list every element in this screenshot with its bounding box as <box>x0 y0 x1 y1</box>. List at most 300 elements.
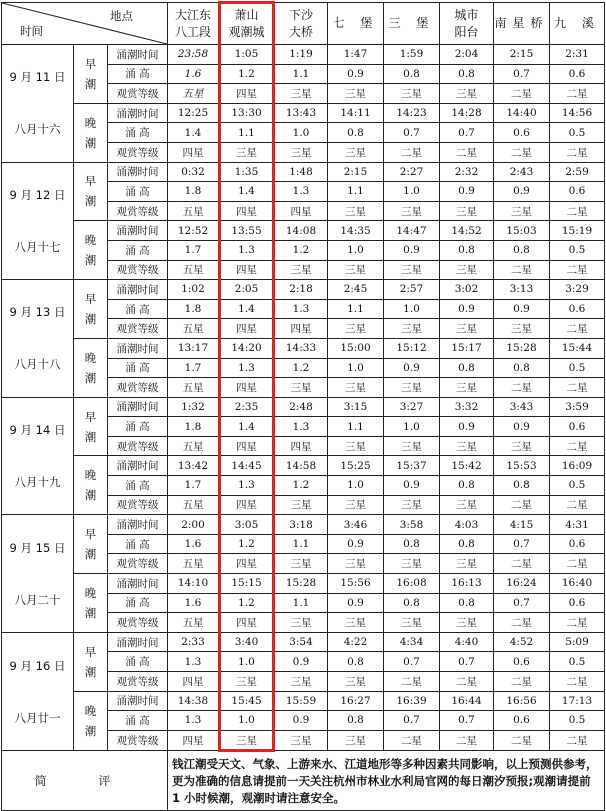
tide-height-cell: 1.6 <box>168 534 220 554</box>
tide-phase-char: 晚 <box>84 115 97 130</box>
tide-time-row-label: 涌潮时间 <box>108 338 168 358</box>
tide-time-cell: 14:47 <box>384 221 440 241</box>
viewing-grade-cell: 二星 <box>494 142 550 162</box>
tide-height-cell: 0.8 <box>328 652 384 672</box>
viewing-grade-cell: 三星 <box>328 495 384 515</box>
tide-time-cell: 2:45 <box>328 280 384 300</box>
tide-time-cell: 3:13 <box>494 280 550 300</box>
time-axis-label: 时间 <box>20 24 43 38</box>
tide-height-cell: 1.3 <box>168 711 220 731</box>
viewing-grade-cell: 三星 <box>440 84 494 104</box>
tide-height-row-label: 涌 高 <box>108 417 168 437</box>
table-row <box>2 338 605 358</box>
tide-height-cell: 1.2 <box>274 358 328 378</box>
tide-time-cell: 1:05 <box>220 45 274 65</box>
note-row <box>2 751 605 811</box>
tide-time-cell: 3:29 <box>550 280 605 300</box>
tide-time-cell: 4:31 <box>550 515 605 535</box>
tide-time-cell: 2:05 <box>220 280 274 300</box>
tide-time-row-label: 涌潮时间 <box>108 691 168 711</box>
tide-height-cell: 1.8 <box>168 182 220 202</box>
tide-phase-char: 早 <box>84 56 97 71</box>
viewing-grade-cell: 三星 <box>274 84 328 104</box>
viewing-grade-cell: 四星 <box>220 436 274 456</box>
lunar-date: 八月二十 <box>14 592 61 607</box>
tide-height-cell: 1.0 <box>384 182 440 202</box>
tide-time-cell: 1:48 <box>274 162 328 182</box>
tide-time-cell: 1:47 <box>328 45 384 65</box>
viewing-grade-cell: 四星 <box>274 201 328 221</box>
tide-time-cell: 4:34 <box>384 632 440 652</box>
viewing-grade-cell: 三星 <box>440 260 494 280</box>
viewing-grade-cell: 三星 <box>384 84 440 104</box>
viewing-grade-cell: 五星 <box>168 260 220 280</box>
viewing-grade-cell: 三星 <box>384 495 440 515</box>
tide-phase-char: 潮 <box>84 253 97 268</box>
tide-height-cell: 1.7 <box>168 358 220 378</box>
tide-height-cell: 1.4 <box>220 417 274 437</box>
tide-height-cell: 0.8 <box>440 593 494 613</box>
tide-time-cell: 2:59 <box>550 162 605 182</box>
viewing-grade-cell: 三星 <box>328 84 384 104</box>
location-name-part: 城市 <box>454 7 479 22</box>
location-header-chengshi-yangtai <box>440 3 494 45</box>
tide-height-cell: 1.1 <box>328 182 384 202</box>
tide-time-cell: 1:32 <box>168 397 220 417</box>
tide-height-cell: 1.4 <box>220 299 274 319</box>
tide-time-cell: 15:28 <box>494 338 550 358</box>
viewing-grade-cell: 二星 <box>550 260 605 280</box>
tide-height-cell: 0.5 <box>550 358 605 378</box>
tide-height-cell: 0.7 <box>384 123 440 143</box>
tide-time-cell: 15:42 <box>440 456 494 476</box>
morning-tide-label <box>74 632 108 691</box>
tide-height-cell: 0.8 <box>440 240 494 260</box>
tide-time-cell: 3:43 <box>494 397 550 417</box>
viewing-grade-cell: 三星 <box>274 613 328 633</box>
tide-height-cell: 1.0 <box>328 240 384 260</box>
viewing-grade-cell: 二星 <box>494 730 550 751</box>
tide-height-cell: 0.9 <box>328 534 384 554</box>
tide-time-cell: 4:52 <box>494 632 550 652</box>
tide-time-row-label: 涌潮时间 <box>108 515 168 535</box>
tide-height-cell: 0.9 <box>494 299 550 319</box>
tide-height-cell: 0.6 <box>494 652 550 672</box>
viewing-grade-cell: 三星 <box>274 730 328 751</box>
location-name-part: 大桥 <box>289 24 314 39</box>
viewing-grade-cell: 三星 <box>494 319 550 339</box>
tide-time-cell: 16:13 <box>440 574 494 594</box>
tide-time-cell: 2:48 <box>274 397 328 417</box>
viewing-grade-cell: 二星 <box>550 436 605 456</box>
tide-phase-char: 潮 <box>84 488 97 503</box>
tide-height-cell: 1.2 <box>220 64 274 84</box>
tide-time-cell: 14:38 <box>168 691 220 711</box>
viewing-grade-cell: 四星 <box>220 201 274 221</box>
tide-height-cell: 1.1 <box>328 299 384 319</box>
tide-phase-char: 潮 <box>84 605 97 620</box>
tide-height-cell: 0.9 <box>494 417 550 437</box>
tide-height-row-label: 涌 高 <box>108 593 168 613</box>
lunar-date: 八月十八 <box>14 357 61 372</box>
date-cell <box>2 280 74 398</box>
tide-time-row-label: 涌潮时间 <box>108 162 168 182</box>
viewing-grade-cell: 三星 <box>440 554 494 574</box>
evening-tide-label <box>74 456 108 515</box>
tide-height-cell: 1.0 <box>384 417 440 437</box>
tide-height-cell: 1.1 <box>274 64 328 84</box>
tide-time-cell: 4:22 <box>328 632 384 652</box>
tide-time-cell: 14:33 <box>274 338 328 358</box>
tide-time-cell: 2:00 <box>168 515 220 535</box>
viewing-grade-cell: 三星 <box>328 554 384 574</box>
tide-height-cell: 1.0 <box>328 358 384 378</box>
viewing-grade-cell: 三星 <box>328 142 384 162</box>
viewing-grade-row-label: 观赏等级 <box>108 260 168 280</box>
tide-height-cell: 1.0 <box>220 711 274 731</box>
lunar-date: 八月十六 <box>14 122 61 137</box>
tide-time-cell: 14:20 <box>220 338 274 358</box>
viewing-grade-cell: 三星 <box>220 672 274 692</box>
tide-time-row-label: 涌潮时间 <box>108 397 168 417</box>
viewing-grade-cell: 三星 <box>220 730 274 751</box>
morning-tide-label <box>74 397 108 456</box>
tide-time-cell: 2:18 <box>274 280 328 300</box>
solar-date: 9 月 16 日 <box>9 658 66 673</box>
viewing-grade-cell: 三星 <box>328 672 384 692</box>
tide-time-cell: 2:43 <box>494 162 550 182</box>
tide-height-cell: 0.6 <box>550 182 605 202</box>
tide-height-cell: 1.3 <box>220 476 274 496</box>
tide-phase-char: 潮 <box>84 194 97 209</box>
tide-time-cell: 3:59 <box>550 397 605 417</box>
tide-time-row-label: 涌潮时间 <box>108 280 168 300</box>
location-name-part: 南星桥 <box>494 16 549 30</box>
tide-height-cell: 0.8 <box>494 476 550 496</box>
tide-time-cell: 14:08 <box>274 221 328 241</box>
viewing-grade-cell: 二星 <box>550 142 605 162</box>
tide-height-row-label: 涌 高 <box>108 123 168 143</box>
table-row <box>2 397 605 417</box>
tide-height-cell: 1.3 <box>168 652 220 672</box>
tide-height-cell: 0.9 <box>328 64 384 84</box>
tide-height-cell: 0.8 <box>440 534 494 554</box>
location-name-part: 萧山 <box>234 8 259 22</box>
viewing-grade-cell: 二星 <box>440 672 494 692</box>
tide-height-cell: 0.9 <box>384 476 440 496</box>
tide-height-row-label: 涌 高 <box>108 182 168 202</box>
tide-height-cell: 1.1 <box>328 417 384 437</box>
tide-height-cell: 0.8 <box>328 123 384 143</box>
tide-height-row-label: 涌 高 <box>108 299 168 319</box>
viewing-grade-cell: 三星 <box>440 378 494 398</box>
tide-time-cell: 3:05 <box>220 515 274 535</box>
tide-time-cell: 13:17 <box>168 338 220 358</box>
tide-height-cell: 1.6 <box>168 64 220 84</box>
viewing-grade-cell: 三星 <box>384 613 440 633</box>
tide-time-cell: 14:28 <box>440 103 494 123</box>
viewing-grade-cell: 三星 <box>274 142 328 162</box>
viewing-grade-cell: 二星 <box>550 613 605 633</box>
viewing-grade-cell: 三星 <box>384 436 440 456</box>
tide-time-cell: 15:28 <box>274 574 328 594</box>
viewing-grade-cell: 三星 <box>274 260 328 280</box>
tide-time-cell: 1:19 <box>274 45 328 65</box>
viewing-grade-cell: 三星 <box>440 201 494 221</box>
table-row <box>2 632 605 652</box>
tide-phase-char: 晚 <box>84 585 97 600</box>
location-header-dajiangdong <box>168 3 220 45</box>
tide-time-cell: 14:58 <box>274 456 328 476</box>
location-name-part: 三 堡 <box>388 16 435 30</box>
tide-height-cell: 0.7 <box>440 711 494 731</box>
viewing-grade-cell: 二星 <box>494 613 550 633</box>
tide-time-cell: 14:56 <box>550 103 605 123</box>
lunar-date: 八月廿一 <box>14 710 61 725</box>
tide-height-cell: 1.2 <box>220 593 274 613</box>
table-row <box>2 456 605 476</box>
tide-height-row-label: 涌 高 <box>108 711 168 731</box>
viewing-grade-cell: 二星 <box>494 260 550 280</box>
tide-time-cell: 3:15 <box>328 397 384 417</box>
date-cell <box>2 45 74 163</box>
viewing-grade-cell: 五星 <box>168 201 220 221</box>
tide-time-cell: 14:45 <box>220 456 274 476</box>
tide-phase-char: 潮 <box>84 135 97 150</box>
tide-time-row-label: 涌潮时间 <box>108 456 168 476</box>
viewing-grade-cell: 三星 <box>328 201 384 221</box>
tide-height-cell: 1.2 <box>274 240 328 260</box>
viewing-grade-cell: 四星 <box>220 554 274 574</box>
tide-time-cell: 2:15 <box>494 45 550 65</box>
tide-time-cell: 16:09 <box>550 456 605 476</box>
location-name-part: 七 堡 <box>332 16 379 30</box>
tide-height-cell: 0.9 <box>440 299 494 319</box>
tide-time-cell: 13:30 <box>220 103 274 123</box>
tide-height-cell: 1.3 <box>274 299 328 319</box>
tide-time-cell: 2:57 <box>384 280 440 300</box>
viewing-grade-cell: 三星 <box>494 201 550 221</box>
viewing-grade-cell: 三星 <box>494 436 550 456</box>
tide-height-cell: 0.8 <box>440 476 494 496</box>
viewing-grade-row-label: 观赏等级 <box>108 613 168 633</box>
tide-time-cell: 3:46 <box>328 515 384 535</box>
evening-tide-label <box>74 691 108 751</box>
viewing-grade-cell: 四星 <box>168 142 220 162</box>
viewing-grade-cell: 二星 <box>384 730 440 751</box>
viewing-grade-cell: 二星 <box>550 672 605 692</box>
viewing-grade-row-label: 观赏等级 <box>108 554 168 574</box>
viewing-grade-row-label: 观赏等级 <box>108 319 168 339</box>
tide-time-cell: 3:32 <box>440 397 494 417</box>
tide-time-cell: 3:02 <box>440 280 494 300</box>
tide-time-cell: 15:15 <box>220 574 274 594</box>
tide-phase-char: 潮 <box>84 664 97 679</box>
tide-time-cell: 4:40 <box>440 632 494 652</box>
tide-time-cell: 16:44 <box>440 691 494 711</box>
tide-height-cell: 0.9 <box>440 417 494 437</box>
note-text: 钱江潮受天文、气象、上游来水、江道地形等多种因素共同影响，以上预测供参考，更为准确的信息请提前一天关注杭州市林业水利局官网的每日潮汐预报;观潮请提前 1 小时候潮，观潮时请注意安全。 <box>168 751 605 811</box>
tide-phase-char: 晚 <box>84 350 97 365</box>
tide-phase-char: 潮 <box>84 429 97 444</box>
tide-time-cell: 23:58 <box>168 45 220 65</box>
solar-date: 9 月 12 日 <box>9 187 66 202</box>
tide-time-cell: 5:09 <box>550 632 605 652</box>
tide-time-cell: 15:19 <box>550 221 605 241</box>
solar-date: 9 月 13 日 <box>9 305 66 320</box>
morning-tide-label <box>74 515 108 574</box>
tide-time-cell: 3:27 <box>384 397 440 417</box>
tide-height-cell: 0.9 <box>440 182 494 202</box>
tide-height-cell: 0.7 <box>494 64 550 84</box>
tide-height-row-label: 涌 高 <box>108 240 168 260</box>
header-row <box>2 3 605 45</box>
tide-height-cell: 1.2 <box>220 534 274 554</box>
tide-height-cell: 1.3 <box>274 182 328 202</box>
location-header-qibao <box>328 3 384 45</box>
tide-time-cell: 4:15 <box>494 515 550 535</box>
tide-time-cell: 15:12 <box>384 338 440 358</box>
tide-time-cell: 15:17 <box>440 338 494 358</box>
viewing-grade-cell: 四星 <box>274 319 328 339</box>
viewing-grade-cell: 五星 <box>168 554 220 574</box>
tide-time-cell: 16:24 <box>494 574 550 594</box>
tide-height-cell: 0.5 <box>550 476 605 496</box>
tide-height-cell: 1.3 <box>274 417 328 437</box>
tide-height-cell: 0.7 <box>494 534 550 554</box>
tide-height-cell: 0.8 <box>384 64 440 84</box>
location-header-xiaoshan <box>220 3 274 45</box>
tide-time-cell: 17:13 <box>550 691 605 711</box>
tide-phase-char: 潮 <box>84 547 97 562</box>
tide-height-row-label: 涌 高 <box>108 534 168 554</box>
viewing-grade-row-label: 观赏等级 <box>108 730 168 751</box>
tide-time-cell: 3:58 <box>384 515 440 535</box>
tide-height-cell: 1.0 <box>384 299 440 319</box>
tide-height-cell: 0.6 <box>550 299 605 319</box>
viewing-grade-cell: 三星 <box>440 319 494 339</box>
tide-height-cell: 0.8 <box>328 711 384 731</box>
tide-time-cell: 4:03 <box>440 515 494 535</box>
tide-height-row-label: 涌 高 <box>108 358 168 378</box>
tide-height-cell: 0.5 <box>550 240 605 260</box>
viewing-grade-cell: 二星 <box>384 672 440 692</box>
tide-phase-char: 晚 <box>84 233 97 248</box>
tide-time-cell: 14:10 <box>168 574 220 594</box>
tide-height-cell: 0.8 <box>440 358 494 378</box>
tide-height-cell: 0.7 <box>494 593 550 613</box>
tide-time-cell: 1:59 <box>384 45 440 65</box>
viewing-grade-cell: 五星 <box>168 436 220 456</box>
tide-phase-char: 早 <box>84 644 97 659</box>
viewing-grade-cell: 三星 <box>274 495 328 515</box>
viewing-grade-cell: 四星 <box>220 319 274 339</box>
tide-time-cell: 15:44 <box>550 338 605 358</box>
location-name-part: 下沙 <box>289 7 314 22</box>
viewing-grade-cell: 三星 <box>384 201 440 221</box>
tide-time-cell: 2:32 <box>440 162 494 182</box>
evening-tide-label <box>74 574 108 633</box>
viewing-grade-cell: 二星 <box>550 730 605 751</box>
tide-height-cell: 1.7 <box>168 476 220 496</box>
tide-time-cell: 2:31 <box>550 45 605 65</box>
tide-height-cell: 1.6 <box>168 593 220 613</box>
viewing-grade-cell: 三星 <box>328 260 384 280</box>
tide-phase-char: 早 <box>84 292 97 307</box>
tide-height-cell: 0.8 <box>384 593 440 613</box>
viewing-grade-cell: 四星 <box>168 672 220 692</box>
tide-height-cell: 1.4 <box>168 123 220 143</box>
tide-time-cell: 14:23 <box>384 103 440 123</box>
viewing-grade-cell: 五星 <box>168 613 220 633</box>
morning-tide-label <box>74 280 108 339</box>
tide-height-cell: 0.9 <box>274 711 328 731</box>
table-row <box>2 574 605 594</box>
tide-time-cell: 3:40 <box>220 632 274 652</box>
location-header-nanxingqiao <box>494 3 550 45</box>
tide-time-cell: 16:27 <box>328 691 384 711</box>
table-row <box>2 162 605 182</box>
tide-time-cell: 15:37 <box>384 456 440 476</box>
tide-time-cell: 14:40 <box>494 103 550 123</box>
tide-phase-char: 潮 <box>84 312 97 327</box>
tide-phase-char: 早 <box>84 409 97 424</box>
tide-height-cell: 0.5 <box>550 652 605 672</box>
tide-height-cell: 1.3 <box>220 240 274 260</box>
tide-time-cell: 15:00 <box>328 338 384 358</box>
tide-height-cell: 0.8 <box>494 240 550 260</box>
viewing-grade-cell: 三星 <box>328 378 384 398</box>
table-row <box>2 103 605 123</box>
tide-height-cell: 1.0 <box>328 476 384 496</box>
tide-height-cell: 1.8 <box>168 299 220 319</box>
tide-time-row-label: 涌潮时间 <box>108 45 168 65</box>
tide-time-row-label: 涌潮时间 <box>108 221 168 241</box>
tide-height-cell: 0.9 <box>328 593 384 613</box>
viewing-grade-cell: 三星 <box>274 672 328 692</box>
viewing-grade-cell: 二星 <box>550 378 605 398</box>
viewing-grade-cell: 四星 <box>220 613 274 633</box>
tide-time-cell: 3:18 <box>274 515 328 535</box>
location-name-part: 阳台 <box>454 24 479 39</box>
viewing-grade-cell: 四星 <box>220 378 274 398</box>
tide-time-cell: 2:15 <box>328 162 384 182</box>
viewing-grade-cell: 三星 <box>440 436 494 456</box>
tide-height-cell: 1.3 <box>220 358 274 378</box>
tide-height-cell: 0.7 <box>384 652 440 672</box>
tide-height-cell: 0.9 <box>274 652 328 672</box>
note-label: 简 评 <box>2 751 168 811</box>
tide-height-cell: 0.7 <box>384 711 440 731</box>
tide-height-cell: 1.0 <box>220 652 274 672</box>
viewing-grade-cell: 三星 <box>440 613 494 633</box>
tide-time-cell: 12:52 <box>168 221 220 241</box>
tide-height-cell: 0.7 <box>440 123 494 143</box>
tide-height-cell: 0.9 <box>384 240 440 260</box>
tide-time-cell: 13:55 <box>220 221 274 241</box>
viewing-grade-cell: 三星 <box>384 319 440 339</box>
tide-time-cell: 2:35 <box>220 397 274 417</box>
viewing-grade-row-label: 观赏等级 <box>108 495 168 515</box>
tide-time-cell: 15:03 <box>494 221 550 241</box>
tide-phase-char: 晚 <box>84 703 97 718</box>
tide-time-cell: 2:27 <box>384 162 440 182</box>
tide-height-cell: 0.6 <box>550 64 605 84</box>
tide-height-cell: 0.6 <box>550 534 605 554</box>
viewing-grade-cell: 三星 <box>384 378 440 398</box>
tide-height-cell: 1.2 <box>274 476 328 496</box>
viewing-grade-cell: 二星 <box>550 319 605 339</box>
